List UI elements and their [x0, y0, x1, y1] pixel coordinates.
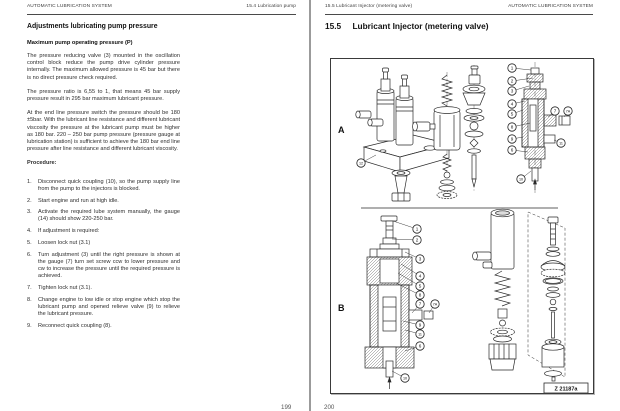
panel-a [338, 62, 572, 201]
step-number: 5. [27, 239, 32, 246]
step-number: 7. [27, 284, 32, 291]
right-title-number: 15.5 [325, 21, 342, 31]
section-view-a [522, 62, 570, 193]
injector-diagram [331, 59, 593, 393]
procedure-step [27, 252, 180, 281]
callout-label: 1 [510, 65, 514, 71]
exploded-view-a1 [413, 72, 460, 199]
right-page-title [325, 21, 488, 31]
right-title-text: Lubricant Injector (metering valve) [352, 21, 489, 31]
left-page-number: 199 [281, 404, 292, 411]
procedure-step [27, 323, 180, 330]
callout-label: 10 [402, 376, 408, 381]
step-text: Tighten lock nut (3.1). [38, 284, 92, 291]
step-number: 8. [27, 296, 32, 303]
procedure-step [27, 198, 180, 205]
callout-label: 1 [415, 226, 419, 232]
procedure-heading: Procedure: [27, 160, 57, 167]
step-number: 4. [27, 228, 32, 235]
step-number: 9. [27, 322, 32, 329]
left-header-system-label: AUTOMATIC LUBRICATION SYSTEM [27, 4, 112, 9]
callout-label: 3 [510, 88, 514, 94]
callout-label: 4 [418, 273, 422, 279]
panel-a-label: A [338, 125, 345, 135]
paragraph: At the end line pressure switch the pressure should be 180 ±5bar. With the lubricant line resistance and different lubricant viscosity the pressure at the lubricant pump must be higher as 180 bar. 220 – 250 bar pump pressure (pressure gauge at lubrication station) is sufficient to achieve the 180 bar end line pressure after line resistance and different lubricant viscosity. [27, 110, 180, 153]
step-text: Loosen lock nut (3.1) [38, 239, 91, 246]
step-text: If adjustment is required: [38, 228, 100, 235]
step-text: Start engine and run at high idle. [38, 197, 119, 204]
callout-label: 2 [510, 78, 514, 84]
callout-label: 7 [553, 108, 557, 114]
exploded-view-b1 [473, 209, 516, 370]
callout-label: 7 [418, 301, 422, 307]
paragraph: The pressure reducing valve (3) mounted in the oscillation control block reduce the pump drive cylinder pressure internally. The maximum allowed pressure is 45 bar but there is no direct pressure check required. [27, 53, 180, 81]
procedure-step [27, 285, 180, 292]
callout-label: 11 [418, 332, 422, 337]
callout-label: 11 [559, 141, 563, 146]
step-number: 6. [27, 251, 32, 258]
right-header-system-label: AUTOMATIC LUBRICATION SYSTEM [508, 4, 593, 9]
right-page-number: 200 [324, 404, 335, 411]
panel-b [338, 209, 588, 393]
callout-label: 5 [418, 283, 422, 289]
callout-label: 3 [418, 256, 422, 262]
left-page-title: Adjustments lubricating pump pressure [27, 23, 158, 30]
procedure-step [27, 179, 180, 193]
procedure-step-list [27, 179, 180, 330]
step-text: Disconnect quick coupling (10), so the pump supply line from the pump to the injectors is blocked. [38, 178, 180, 192]
callout-label: 2 [415, 237, 419, 243]
paragraph: The pressure ratio is 6,55 to 1, that means 45 bar supply pressure result in 295 bar maximum lubricant pressure. [27, 88, 180, 103]
left-header-section-label: 15.4 Lubrication pump [246, 4, 296, 9]
step-text: Turn adjustment (3) until the right pressure is shown at the gauge (7) turn set screw ccw to lower pressure and cw to increase the pressure until the required pressure is achieved. [38, 251, 180, 280]
procedure-step [27, 228, 180, 235]
callout-label: 8 [510, 124, 514, 130]
callout-label: 6 [510, 147, 514, 153]
exploded-view-b2 [528, 212, 565, 381]
callout-label: 6 [418, 343, 422, 349]
callout-label: 12 [358, 161, 364, 166]
step-number: 1. [27, 178, 32, 185]
step-text: Change engine to low idle or stop engine which stop the lubricant pump and opened relieve valve (9) to relieve the lubricant pressure. [38, 296, 180, 317]
callout-label: 7A [432, 302, 438, 307]
left-page-header [27, 4, 296, 15]
procedure-step [27, 209, 180, 223]
paragraph-list [27, 53, 180, 153]
step-number: 3. [27, 209, 32, 216]
callout-label: 5 [510, 111, 514, 117]
drawing-number-label [544, 383, 588, 393]
step-text: Activate the required lube system manually, the gauge (14) should show 220-250 bar. [38, 209, 180, 223]
procedure-step [27, 240, 180, 247]
step-text: Reconnect quick coupling (8). [38, 322, 112, 329]
callout-label: 9 [510, 136, 514, 142]
procedure-step [27, 297, 180, 319]
callout-label: 7A [565, 109, 571, 114]
right-header-section-label: 15.5 Lubricant Injector (metering valve) [325, 4, 413, 9]
callout-label: 4 [510, 101, 514, 107]
page-gutter-divider [309, 0, 311, 411]
injector-figure [330, 58, 594, 394]
panel-b-label: B [338, 303, 345, 313]
left-page-subtitle: Maximum pump operating pressure (P) [27, 40, 133, 46]
right-page-header [325, 4, 593, 15]
left-page-body [27, 53, 180, 334]
step-number: 2. [27, 197, 32, 204]
exploded-view-a2 [463, 65, 485, 191]
callout-label: 10 [518, 177, 524, 182]
callout-label: 8 [418, 292, 422, 298]
callout-label: 9 [418, 322, 422, 328]
drawing-number: Z 21187a [554, 386, 578, 393]
